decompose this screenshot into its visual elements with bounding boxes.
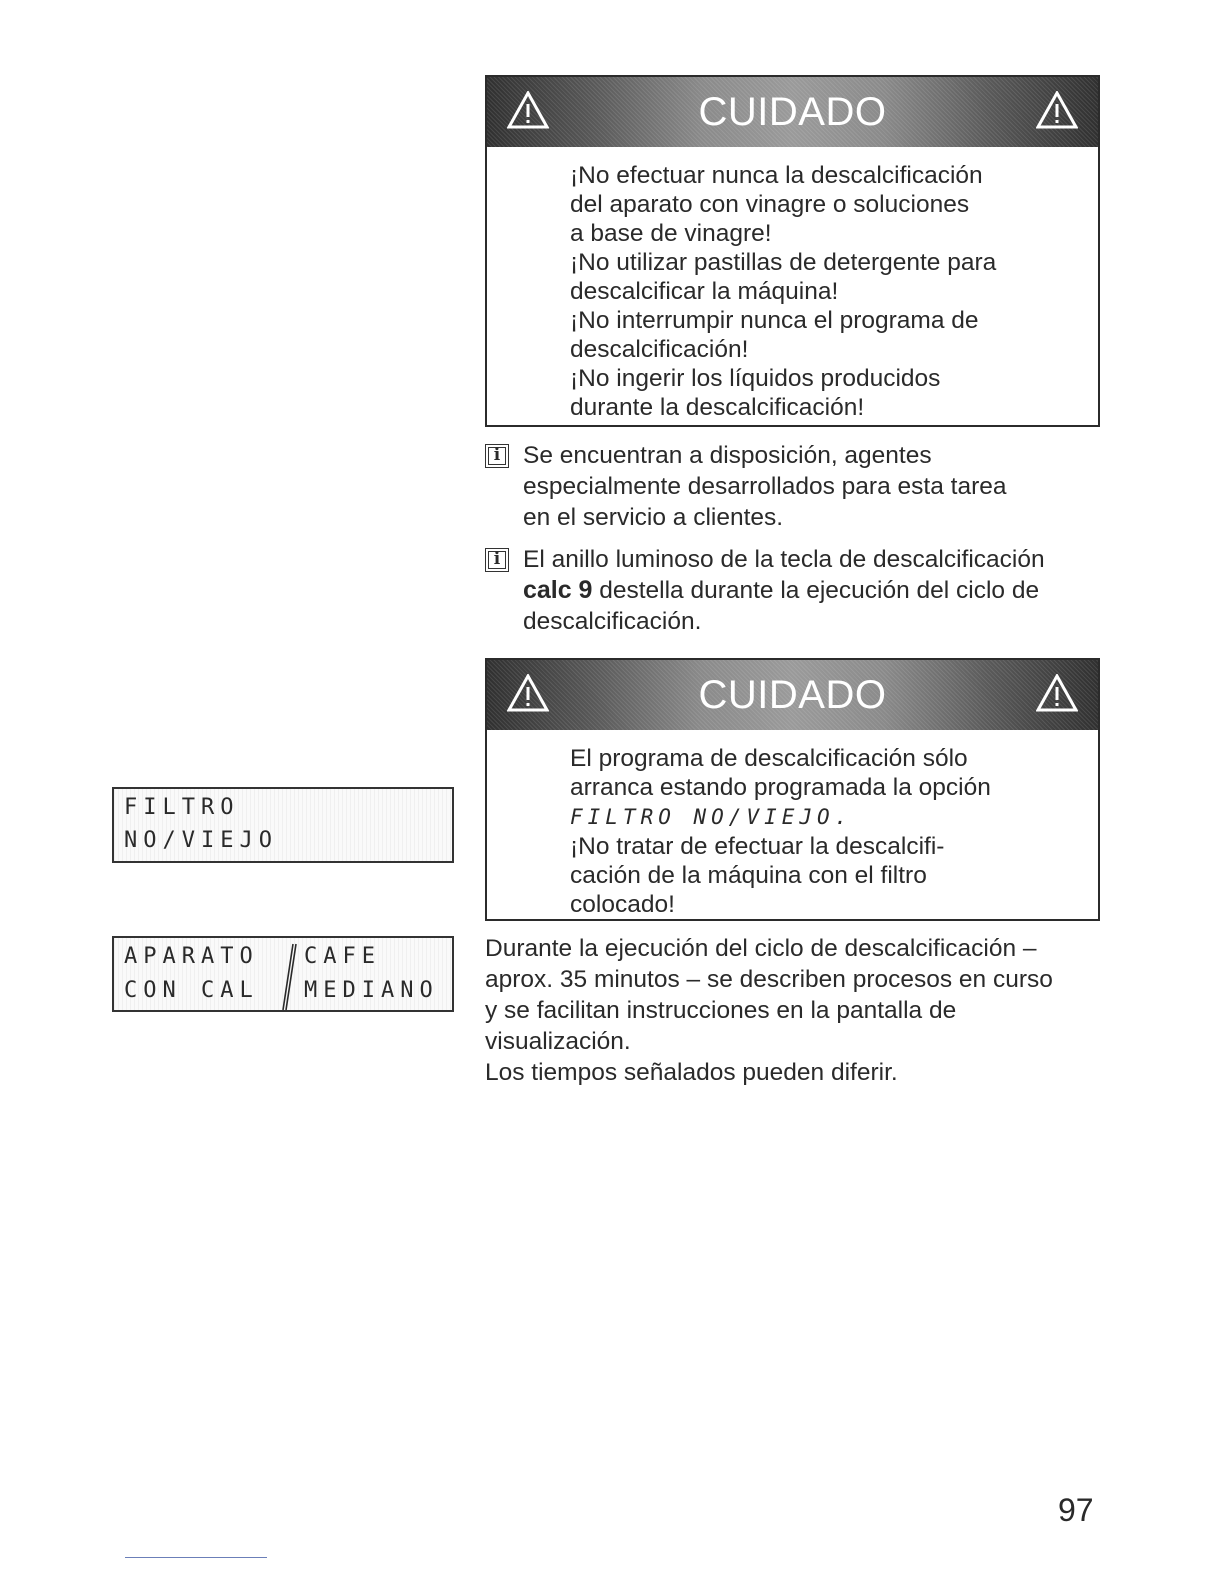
caution-line: durante la descalcificación! xyxy=(570,394,865,421)
lcd-divider-icon xyxy=(282,942,298,1012)
info-line: especialmente desarrollados para esta tarea xyxy=(523,473,1007,500)
info-line: El anillo luminoso de la tecla de descalcificación xyxy=(523,546,1045,573)
paragraph-line: visualización. xyxy=(485,1028,631,1055)
warning-triangle-icon xyxy=(1036,91,1078,129)
caution-line: El programa de descalcificación sólo xyxy=(570,745,968,772)
warning-triangle-icon xyxy=(507,91,549,129)
caution-line: ¡No ingerir los líquidos producidos xyxy=(570,365,941,392)
info-note-1 xyxy=(485,440,1085,533)
caution-line: ¡No tratar de efectuar la descalcifi- xyxy=(570,833,945,860)
lcd-line-2: CON CAL xyxy=(124,978,259,1003)
info-icon: i xyxy=(485,444,509,468)
caution-line: arranca estando programada la opción xyxy=(570,774,991,801)
paragraph-line: y se facilitan instrucciones en la pantalla de xyxy=(485,997,957,1024)
paragraph-line: aprox. 35 minutos – se describen procesos en curso xyxy=(485,966,1053,993)
caution-line: ¡No efectuar nunca la descalcificación xyxy=(570,162,983,189)
warning-triangle-icon xyxy=(1036,674,1078,712)
caution-box-1 xyxy=(485,75,1100,427)
paragraph-line: Los tiempos señalados pueden diferir. xyxy=(485,1059,898,1086)
info-note-2 xyxy=(485,544,1085,637)
caution-line: a base de vinagre! xyxy=(570,220,772,247)
lcd-line-1-right: CAFE xyxy=(304,944,381,969)
caution-line: cación de la máquina con el filtro xyxy=(570,862,927,889)
lcd-line-1: APARATO xyxy=(124,944,259,969)
info-line xyxy=(523,575,1085,606)
paragraph-line: Durante la ejecución del ciclo de descalcificación – xyxy=(485,935,1037,962)
warning-triangle-icon xyxy=(507,674,549,712)
caution-title: CUIDADO xyxy=(698,672,887,717)
caution-line: descalcificar la máquina! xyxy=(570,278,839,305)
lcd-inline-text: FILTRO NO/VIEJO. xyxy=(570,805,853,829)
caution-line xyxy=(570,802,1078,832)
info-icon: i xyxy=(485,548,509,572)
caution-header xyxy=(487,660,1098,730)
page-number: 97 xyxy=(1058,1492,1094,1528)
caution-line: del aparato con vinagre o soluciones xyxy=(570,191,970,218)
caution-box-2 xyxy=(485,658,1100,921)
footer-rule xyxy=(125,1557,267,1558)
info-line: descalcificación. xyxy=(523,608,702,635)
lcd-line-1: FILTRO xyxy=(124,795,240,820)
caution-header xyxy=(487,77,1098,147)
info-text: destella durante la ejecución del ciclo de xyxy=(592,577,1040,604)
lcd-line-2-right: MEDIANO xyxy=(304,978,439,1003)
lcd-display-status xyxy=(112,936,454,1012)
calc-key-number: 9 xyxy=(578,576,593,604)
info-line: Se encuentran a disposición, agentes xyxy=(523,442,932,469)
info-line: en el servicio a clientes. xyxy=(523,504,784,531)
caution-title: CUIDADO xyxy=(698,89,887,134)
caution-body xyxy=(487,147,1098,428)
caution-line: colocado! xyxy=(570,891,675,918)
caution-line: ¡No utilizar pastillas de detergente para xyxy=(570,249,997,276)
caution-line: descalcificación! xyxy=(570,336,749,363)
caution-line: ¡No interrumpir nunca el programa de xyxy=(570,307,979,334)
calc-key-label: calc xyxy=(523,576,572,604)
lcd-line-2: NO/VIEJO xyxy=(124,828,278,853)
lcd-display-filter xyxy=(112,787,454,863)
descaling-description xyxy=(485,933,1095,1088)
caution-body xyxy=(487,730,1098,925)
